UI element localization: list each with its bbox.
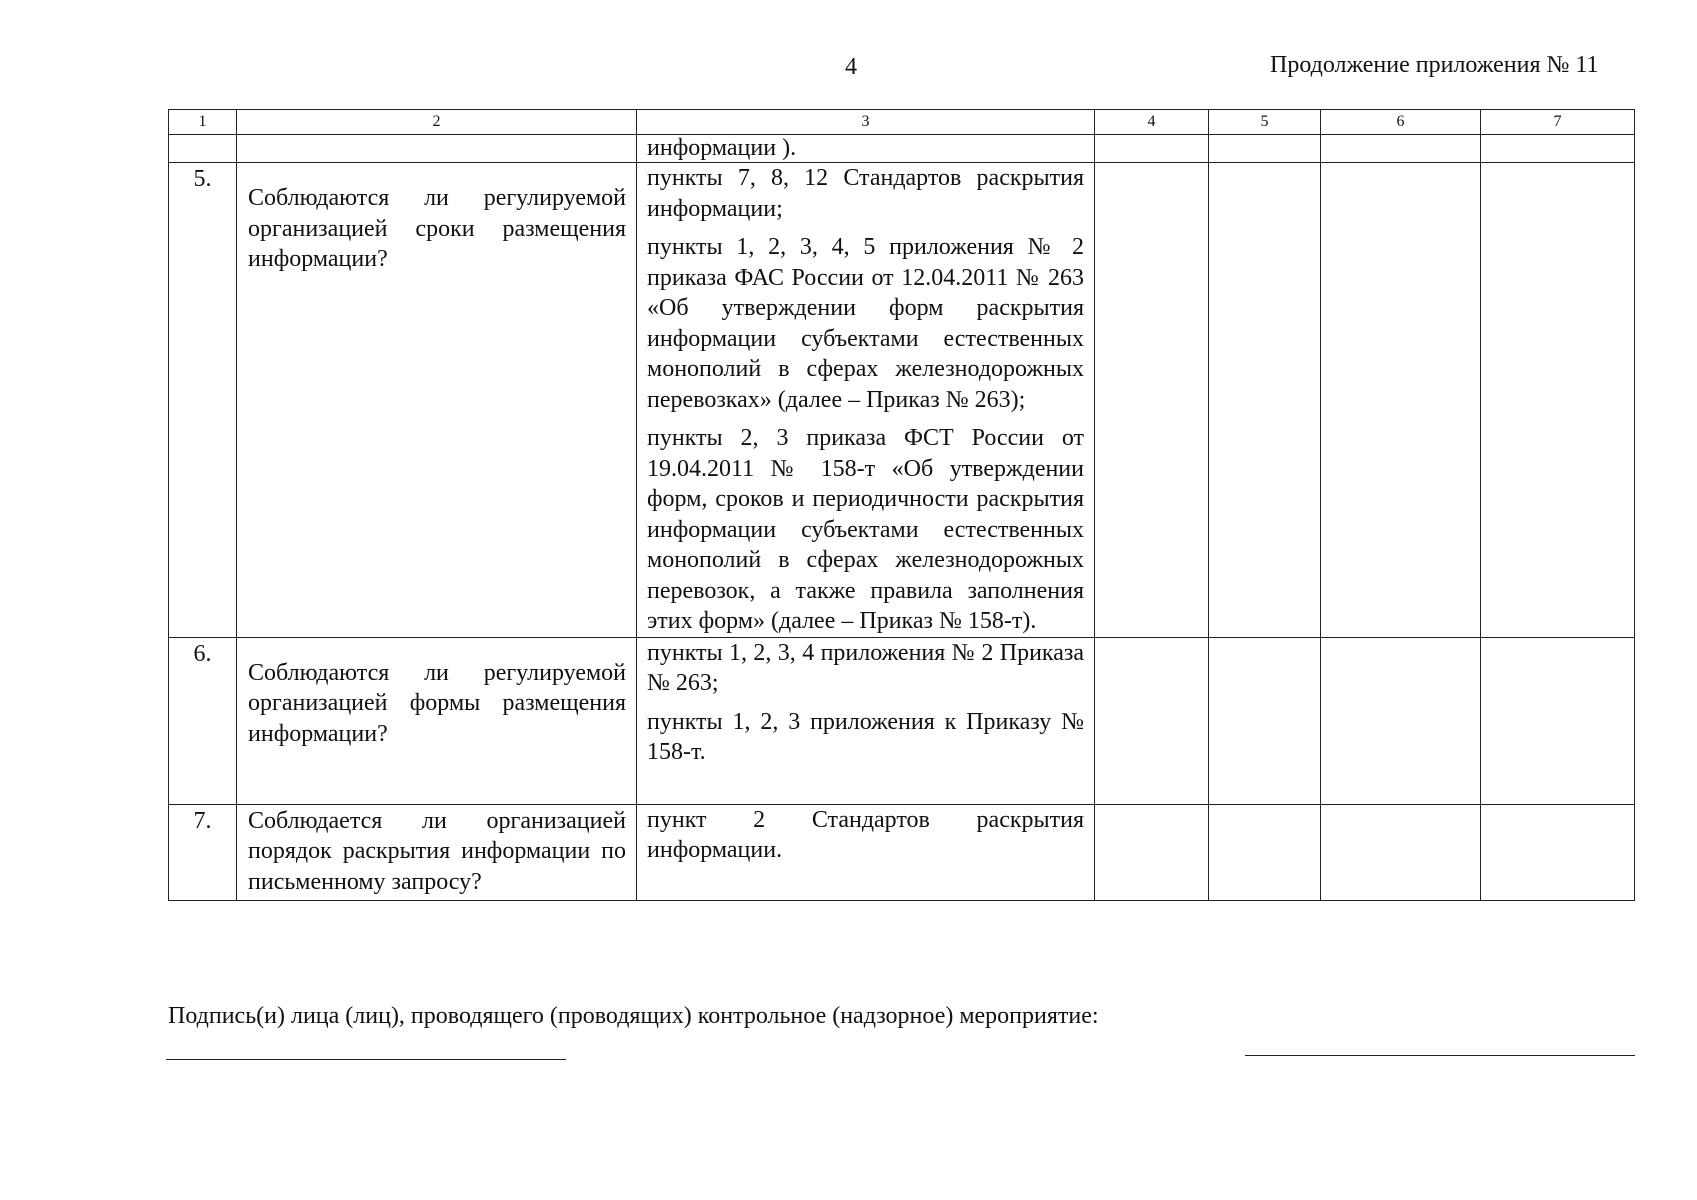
empty-cell	[1481, 163, 1635, 638]
signature-line	[166, 1059, 566, 1060]
carryover-reference-text: информации ).	[637, 135, 1095, 163]
column-number-cell: 2	[237, 110, 637, 135]
row-number: 7.	[169, 804, 237, 900]
column-number-cell: 4	[1095, 110, 1209, 135]
empty-cell	[1209, 163, 1321, 638]
name-line	[1245, 1055, 1635, 1056]
column-number-cell: 1	[169, 110, 237, 135]
checklist-table	[168, 109, 1635, 901]
column-number-row	[169, 110, 1635, 135]
empty-cell	[169, 135, 237, 163]
empty-cell	[237, 135, 637, 163]
question-text: Соблюдаются ли регулируемой организацией сроки размещения информации?	[237, 163, 637, 638]
empty-cell	[1095, 135, 1209, 163]
empty-cell	[1095, 804, 1209, 900]
question-text: Соблюдаются ли регулируемой организацией формы размещения информации?	[237, 637, 637, 804]
table-row	[169, 163, 1635, 638]
reference-paragraph: пункты 1, 2, 3, 4 приложения № 2 Приказа № 263;	[647, 639, 1084, 696]
reference-paragraph: пункты 7, 8, 12 Стандартов раскрытия информации;	[647, 165, 1084, 222]
empty-cell	[1209, 135, 1321, 163]
empty-cell	[1209, 637, 1321, 804]
row-number: 5.	[169, 163, 237, 638]
empty-cell	[1481, 804, 1635, 900]
empty-cell	[1481, 637, 1635, 804]
reference-cell	[637, 637, 1095, 804]
empty-cell	[1321, 637, 1481, 804]
appendix-continuation-label: Продолжение приложения № 11	[1270, 52, 1599, 78]
reference-paragraph: пункт 2 Стандартов раскрытия информации.	[647, 806, 1084, 863]
reference-paragraph: пункты 1, 2, 3, 4, 5 приложения № 2 приказа ФАС России от 12.04.2011 № 263 «Об утверждении форм раскрытия информации субъектами естественных монополий в сферах железнодорожных перевозках» (далее – Приказ № 263);	[647, 234, 1084, 413]
table-row	[169, 637, 1635, 804]
column-number-cell: 3	[637, 110, 1095, 135]
empty-cell	[1321, 135, 1481, 163]
table-row-carryover	[169, 135, 1635, 163]
empty-cell	[1209, 804, 1321, 900]
column-number-cell: 7	[1481, 110, 1635, 135]
empty-cell	[1321, 163, 1481, 638]
table-row	[169, 804, 1635, 900]
empty-cell	[1481, 135, 1635, 163]
reference-cell	[637, 804, 1095, 900]
question-text: Соблюдается ли организацией порядок раскрытия информации по письменному запросу?	[237, 804, 637, 900]
column-number-cell: 6	[1321, 110, 1481, 135]
reference-paragraph: пункты 2, 3 приказа ФСТ России от 19.04.2011 № 158-т «Об утверждении форм, сроков и периодичности раскрытия информации субъектами естественных монополий в сферах железнодорожных перевозок, а также правила заполнения этих форм» (далее – Приказ № 158-т).	[647, 425, 1084, 634]
reference-cell	[637, 163, 1095, 638]
page-number: 4	[845, 54, 857, 80]
column-number-cell: 5	[1209, 110, 1321, 135]
reference-paragraph: пункты 1, 2, 3 приложения к Приказу № 158-т.	[647, 708, 1084, 765]
row-number: 6.	[169, 637, 237, 804]
empty-cell	[1095, 163, 1209, 638]
empty-cell	[1095, 637, 1209, 804]
signature-caption: Подпись(и) лица (лиц), проводящего (проводящих) контрольное (надзорное) мероприятие:	[168, 1003, 1099, 1029]
empty-cell	[1321, 804, 1481, 900]
